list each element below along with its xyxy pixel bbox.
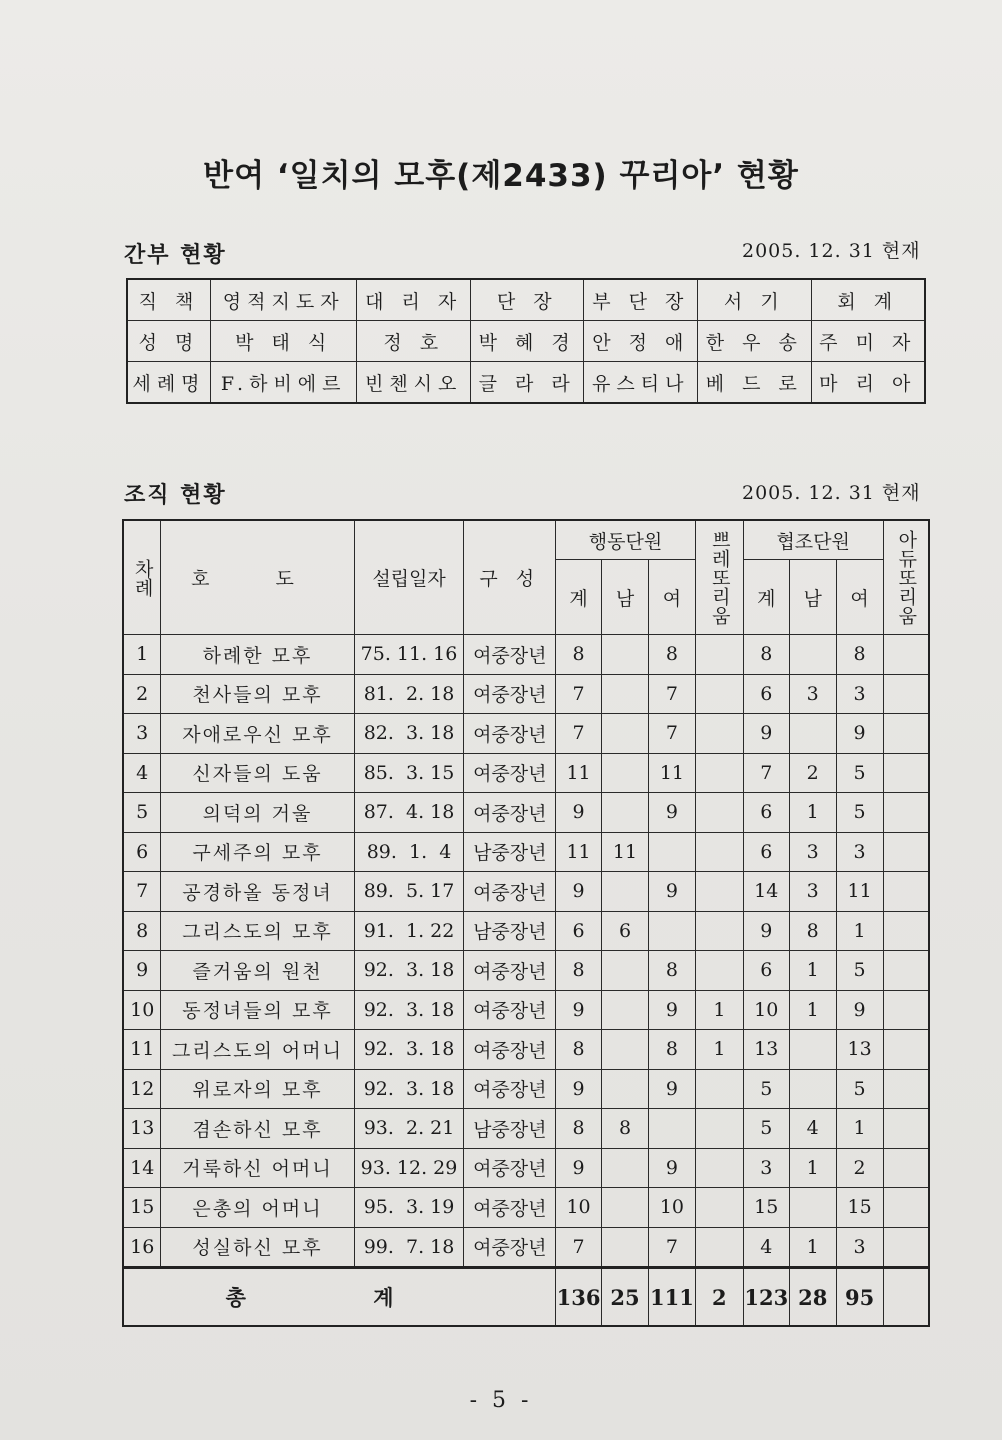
row-active-total: 10 — [556, 1188, 602, 1228]
row-aux-male: 8 — [789, 911, 836, 951]
row-aux-female: 5 — [836, 753, 883, 793]
row-aux-total: 4 — [743, 1227, 789, 1268]
header-aux-total: 계 — [743, 560, 789, 635]
row-praesidium — [695, 1227, 743, 1268]
row-no: 4 — [123, 753, 161, 793]
row-active-female: 7 — [648, 674, 695, 714]
header-aux-female: 여 — [836, 560, 883, 635]
row-aux-total: 6 — [743, 951, 789, 991]
officers-row-label: 직 책 — [127, 279, 211, 321]
row-praesidium — [695, 1069, 743, 1109]
row-praesidium: 1 — [695, 990, 743, 1030]
table-row — [123, 1030, 929, 1070]
row-founded-date: 99. 7. 18 — [354, 1227, 464, 1268]
row-aux-male — [789, 714, 836, 754]
row-adjutorium — [883, 1188, 929, 1228]
row-composition: 여중장년 — [464, 674, 556, 714]
row-active-male — [602, 1227, 649, 1268]
row-praesidium — [695, 872, 743, 912]
table-row — [123, 1109, 929, 1149]
header-active-total: 계 — [556, 560, 602, 635]
officers-cell: 부 단 장 — [584, 279, 698, 321]
table-row — [123, 714, 929, 754]
row-aux-total: 7 — [743, 753, 789, 793]
row-curia-name: 위로자의 모후 — [161, 1069, 354, 1109]
row-adjutorium — [883, 1227, 929, 1268]
row-curia-name: 즐거움의 원천 — [161, 951, 354, 991]
row-composition: 여중장년 — [464, 990, 556, 1030]
row-praesidium — [695, 832, 743, 872]
row-founded-date: 75. 11. 16 — [354, 635, 464, 675]
officers-cell: 영적지도자 — [211, 279, 357, 321]
total-label: 총 계 — [123, 1268, 556, 1327]
header-auxiliary-members: 협조단원 — [743, 520, 883, 560]
header-composition: 구 성 — [464, 520, 556, 635]
row-active-female: 8 — [648, 951, 695, 991]
row-praesidium: 1 — [695, 1030, 743, 1070]
row-aux-male: 1 — [789, 1227, 836, 1268]
row-active-male — [602, 990, 649, 1030]
officers-cell: 베 드 로 — [698, 362, 811, 404]
row-active-male — [602, 793, 649, 833]
row-founded-date: 89. 5. 17 — [354, 872, 464, 912]
row-aux-female: 5 — [836, 951, 883, 991]
row-composition: 여중장년 — [464, 714, 556, 754]
row-active-total: 9 — [556, 872, 602, 912]
row-aux-male — [789, 1069, 836, 1109]
page-number: - 5 - — [469, 1388, 533, 1413]
row-no: 2 — [123, 674, 161, 714]
row-adjutorium — [883, 990, 929, 1030]
header-no: 차례 — [123, 520, 161, 635]
row-founded-date: 92. 3. 18 — [354, 1030, 464, 1070]
row-composition: 여중장년 — [464, 753, 556, 793]
table-row — [123, 674, 929, 714]
row-active-total: 6 — [556, 911, 602, 951]
officers-cell: 마 리 아 — [811, 362, 925, 404]
total-aux-total: 123 — [743, 1268, 789, 1327]
row-praesidium — [695, 951, 743, 991]
page-title: 반여 ‘일치의 모후(제2433) 꾸리아’ 현황 — [203, 158, 799, 194]
row-active-total: 7 — [556, 1227, 602, 1268]
row-curia-name: 공경하올 동정녀 — [161, 872, 354, 912]
row-no: 16 — [123, 1227, 161, 1268]
row-curia-name: 은총의 어머니 — [161, 1188, 354, 1228]
row-adjutorium — [883, 753, 929, 793]
row-curia-name: 거룩하신 어머니 — [161, 1148, 354, 1188]
row-aux-female: 11 — [836, 872, 883, 912]
row-no: 3 — [123, 714, 161, 754]
row-no: 9 — [123, 951, 161, 991]
row-praesidium — [695, 753, 743, 793]
row-no: 15 — [123, 1188, 161, 1228]
row-active-total: 9 — [556, 1148, 602, 1188]
row-active-female: 9 — [648, 872, 695, 912]
row-aux-total: 15 — [743, 1188, 789, 1228]
row-aux-total: 6 — [743, 832, 789, 872]
row-composition: 여중장년 — [464, 1227, 556, 1268]
row-praesidium — [695, 714, 743, 754]
row-no: 5 — [123, 793, 161, 833]
row-adjutorium — [883, 635, 929, 675]
row-curia-name: 하례한 모후 — [161, 635, 354, 675]
row-aux-female: 2 — [836, 1148, 883, 1188]
row-aux-total: 5 — [743, 1109, 789, 1149]
row-active-total: 9 — [556, 990, 602, 1030]
row-aux-male: 2 — [789, 753, 836, 793]
table-row — [123, 635, 929, 675]
row-curia-name: 천사들의 모후 — [161, 674, 354, 714]
row-adjutorium — [883, 832, 929, 872]
row-adjutorium — [883, 793, 929, 833]
row-active-male — [602, 872, 649, 912]
row-aux-male: 3 — [789, 832, 836, 872]
row-aux-female: 5 — [836, 793, 883, 833]
row-adjutorium — [883, 1069, 929, 1109]
row-curia-name: 자애로우신 모후 — [161, 714, 354, 754]
row-curia-name: 그리스도의 모후 — [161, 911, 354, 951]
row-active-total: 7 — [556, 714, 602, 754]
row-no: 14 — [123, 1148, 161, 1188]
row-adjutorium — [883, 872, 929, 912]
row-founded-date: 85. 3. 15 — [354, 753, 464, 793]
row-composition: 여중장년 — [464, 1069, 556, 1109]
row-praesidium — [695, 1188, 743, 1228]
row-aux-male: 3 — [789, 872, 836, 912]
row-no: 6 — [123, 832, 161, 872]
row-founded-date: 87. 4. 18 — [354, 793, 464, 833]
row-active-total: 8 — [556, 951, 602, 991]
row-founded-date: 91. 1. 22 — [354, 911, 464, 951]
header-adjutorium: 아듀또리움 — [883, 520, 929, 635]
organization-table — [122, 519, 930, 1327]
row-active-female: 9 — [648, 1069, 695, 1109]
row-aux-total: 3 — [743, 1148, 789, 1188]
row-curia-name: 겸손하신 모후 — [161, 1109, 354, 1149]
officers-date: 2005. 12. 31 현재 — [742, 240, 921, 262]
row-no: 7 — [123, 872, 161, 912]
row-founded-date: 92. 3. 18 — [354, 1069, 464, 1109]
row-active-male — [602, 1188, 649, 1228]
row-active-female: 10 — [648, 1188, 695, 1228]
row-active-male — [602, 1148, 649, 1188]
row-active-female: 8 — [648, 1030, 695, 1070]
row-composition: 남중장년 — [464, 832, 556, 872]
officers-cell: 안 정 애 — [584, 321, 698, 362]
table-row — [123, 872, 929, 912]
row-no: 10 — [123, 990, 161, 1030]
row-active-female — [648, 832, 695, 872]
header-active-members: 행동단원 — [556, 520, 696, 560]
table-row — [123, 1227, 929, 1268]
row-active-male: 6 — [602, 911, 649, 951]
row-aux-total: 13 — [743, 1030, 789, 1070]
row-composition: 여중장년 — [464, 951, 556, 991]
row-curia-name: 성실하신 모후 — [161, 1227, 354, 1268]
total-row — [123, 1268, 929, 1327]
row-praesidium — [695, 911, 743, 951]
row-curia-name: 그리스도의 어머니 — [161, 1030, 354, 1070]
header-founded: 설립일자 — [354, 520, 464, 635]
row-founded-date: 82. 3. 18 — [354, 714, 464, 754]
row-aux-female: 1 — [836, 1109, 883, 1149]
organization-section-title: 조직 현황 — [124, 483, 227, 508]
row-adjutorium — [883, 674, 929, 714]
row-active-male — [602, 951, 649, 991]
row-aux-male: 1 — [789, 990, 836, 1030]
row-aux-male: 4 — [789, 1109, 836, 1149]
row-aux-female: 3 — [836, 674, 883, 714]
table-row — [123, 832, 929, 872]
row-active-total: 8 — [556, 1109, 602, 1149]
row-praesidium — [695, 1109, 743, 1149]
row-adjutorium — [883, 714, 929, 754]
row-no: 12 — [123, 1069, 161, 1109]
row-aux-male: 1 — [789, 793, 836, 833]
row-no: 1 — [123, 635, 161, 675]
row-praesidium — [695, 1148, 743, 1188]
table-row — [123, 990, 929, 1030]
row-active-female — [648, 1109, 695, 1149]
row-composition: 여중장년 — [464, 1030, 556, 1070]
row-composition: 여중장년 — [464, 1148, 556, 1188]
row-adjutorium — [883, 1148, 929, 1188]
row-founded-date: 93. 12. 29 — [354, 1148, 464, 1188]
row-curia-name: 신자들의 도움 — [161, 753, 354, 793]
table-row — [123, 911, 929, 951]
officers-row — [127, 362, 925, 404]
row-aux-total: 6 — [743, 674, 789, 714]
officers-row-label: 성 명 — [127, 321, 211, 362]
row-active-male: 11 — [602, 832, 649, 872]
row-founded-date: 92. 3. 18 — [354, 951, 464, 991]
row-praesidium — [695, 635, 743, 675]
row-aux-total: 8 — [743, 635, 789, 675]
row-aux-female: 3 — [836, 1227, 883, 1268]
officers-cell: 유스티나 — [584, 362, 698, 404]
officers-row — [127, 321, 925, 362]
header-aux-male: 남 — [789, 560, 836, 635]
officers-cell: 박 태 식 — [211, 321, 357, 362]
officers-table — [126, 278, 926, 404]
row-aux-total: 10 — [743, 990, 789, 1030]
table-row — [123, 753, 929, 793]
row-no: 8 — [123, 911, 161, 951]
row-curia-name: 의덕의 거울 — [161, 793, 354, 833]
row-active-female: 11 — [648, 753, 695, 793]
row-aux-total: 6 — [743, 793, 789, 833]
row-active-female — [648, 911, 695, 951]
officers-cell: 빈첸시오 — [357, 362, 471, 404]
header-praesidium: 쁘레또리움 — [695, 520, 743, 635]
row-praesidium — [695, 793, 743, 833]
total-aux-male: 28 — [789, 1268, 836, 1327]
row-active-male — [602, 1069, 649, 1109]
row-active-female: 9 — [648, 990, 695, 1030]
row-adjutorium — [883, 1109, 929, 1149]
row-active-female: 7 — [648, 714, 695, 754]
total-active-female: 111 — [648, 1268, 695, 1327]
row-active-total: 9 — [556, 1069, 602, 1109]
organization-date: 2005. 12. 31 현재 — [742, 482, 921, 504]
row-aux-male: 1 — [789, 1148, 836, 1188]
row-active-male — [602, 674, 649, 714]
table-row — [123, 793, 929, 833]
row-no: 11 — [123, 1030, 161, 1070]
row-curia-name: 구세주의 모후 — [161, 832, 354, 872]
row-composition: 남중장년 — [464, 1109, 556, 1149]
officers-cell: F.하비에르 — [211, 362, 357, 404]
row-composition: 여중장년 — [464, 1188, 556, 1228]
row-aux-total: 9 — [743, 911, 789, 951]
row-active-total: 8 — [556, 635, 602, 675]
row-active-male — [602, 753, 649, 793]
officers-cell: 박 혜 경 — [471, 321, 584, 362]
officers-cell: 서 기 — [698, 279, 811, 321]
row-praesidium — [695, 674, 743, 714]
row-aux-female: 3 — [836, 832, 883, 872]
row-active-male — [602, 714, 649, 754]
row-active-total: 9 — [556, 793, 602, 833]
row-founded-date: 81. 2. 18 — [354, 674, 464, 714]
row-adjutorium — [883, 911, 929, 951]
table-row — [123, 1188, 929, 1228]
total-praesidium: 2 — [695, 1268, 743, 1327]
row-aux-male — [789, 1030, 836, 1070]
header-name: 호 도 — [161, 520, 354, 635]
row-aux-total: 14 — [743, 872, 789, 912]
row-aux-female: 5 — [836, 1069, 883, 1109]
row-active-total: 11 — [556, 753, 602, 793]
row-aux-female: 9 — [836, 990, 883, 1030]
row-composition: 남중장년 — [464, 911, 556, 951]
row-active-female: 7 — [648, 1227, 695, 1268]
header-active-female: 여 — [648, 560, 695, 635]
officers-row-label: 세례명 — [127, 362, 211, 404]
row-aux-female: 8 — [836, 635, 883, 675]
table-row — [123, 1148, 929, 1188]
row-aux-female: 9 — [836, 714, 883, 754]
row-composition: 여중장년 — [464, 872, 556, 912]
total-adjutorium — [883, 1268, 929, 1327]
total-active-total: 136 — [556, 1268, 602, 1327]
row-composition: 여중장년 — [464, 793, 556, 833]
officers-cell: 대 리 자 — [357, 279, 471, 321]
row-composition: 여중장년 — [464, 635, 556, 675]
row-aux-female: 13 — [836, 1030, 883, 1070]
row-adjutorium — [883, 951, 929, 991]
row-active-female: 9 — [648, 793, 695, 833]
officers-cell: 주 미 자 — [811, 321, 925, 362]
row-adjutorium — [883, 1030, 929, 1070]
row-aux-female: 1 — [836, 911, 883, 951]
officers-cell: 글 라 라 — [471, 362, 584, 404]
row-no: 13 — [123, 1109, 161, 1149]
row-active-total: 8 — [556, 1030, 602, 1070]
row-active-female: 9 — [648, 1148, 695, 1188]
row-founded-date: 93. 2. 21 — [354, 1109, 464, 1149]
row-active-total: 11 — [556, 832, 602, 872]
row-aux-male: 3 — [789, 674, 836, 714]
officers-cell: 단 장 — [471, 279, 584, 321]
row-aux-male: 1 — [789, 951, 836, 991]
header-active-male: 남 — [602, 560, 649, 635]
officers-cell: 정 호 — [357, 321, 471, 362]
row-curia-name: 동정녀들의 모후 — [161, 990, 354, 1030]
row-aux-female: 15 — [836, 1188, 883, 1228]
officers-cell: 회 계 — [811, 279, 925, 321]
officers-row — [127, 279, 925, 321]
table-row — [123, 1069, 929, 1109]
row-active-male — [602, 1030, 649, 1070]
officers-section-title: 간부 현황 — [124, 243, 227, 268]
row-active-total: 7 — [556, 674, 602, 714]
total-active-male: 25 — [602, 1268, 649, 1327]
row-aux-male — [789, 1188, 836, 1228]
row-active-male: 8 — [602, 1109, 649, 1149]
row-aux-total: 5 — [743, 1069, 789, 1109]
row-aux-male — [789, 635, 836, 675]
officers-cell: 한 우 송 — [698, 321, 811, 362]
table-row — [123, 951, 929, 991]
row-founded-date: 95. 3. 19 — [354, 1188, 464, 1228]
row-founded-date: 92. 3. 18 — [354, 990, 464, 1030]
row-founded-date: 89. 1. 4 — [354, 832, 464, 872]
row-aux-total: 9 — [743, 714, 789, 754]
row-active-male — [602, 635, 649, 675]
row-active-female: 8 — [648, 635, 695, 675]
total-aux-female: 95 — [836, 1268, 883, 1327]
